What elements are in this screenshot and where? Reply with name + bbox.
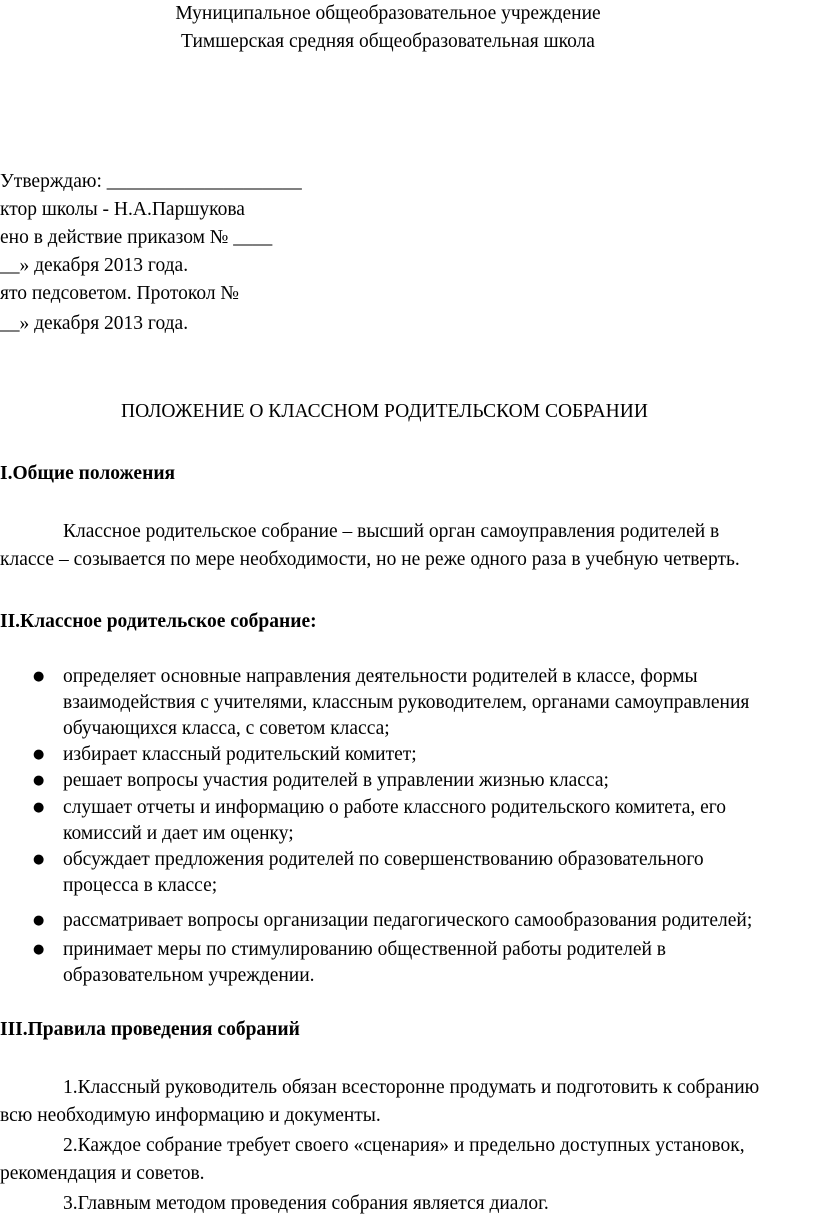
list-item: принимает меры по стимулированию общественной работы родителей в <box>63 939 666 960</box>
bullet-icon: ● <box>33 747 45 762</box>
approval-line-approve: Утверждаю: ____________________ <box>0 171 302 192</box>
list-item-continuation: комиссий и дает им оценку; <box>63 823 294 844</box>
section-1-heading: I.Общие положения <box>0 463 176 484</box>
section-2-heading: II.Классное родительское собрание: <box>0 611 317 632</box>
school-name-line: Тимшерская средняя общеобразовательная школа <box>181 31 595 52</box>
approval-line-council: ято педсоветом. Протокол № <box>0 283 240 304</box>
list-item: обсуждает предложения родителей по совершенствованию образовательного <box>63 849 704 870</box>
list-item-continuation: обучающихся класса, с советом класса; <box>63 718 390 739</box>
list-item: определяет основные направления деятельности родителей в классе, формы <box>63 666 698 687</box>
section-1-paragraph-line-1: Классное родительское собрание – высший орган самоуправления родителей в <box>63 521 720 542</box>
section-1-paragraph-line-2: классе – созывается по мере необходимости, но не реже одного раза в учебную четверть. <box>0 549 740 570</box>
list-item: избирает классный родительский комитет; <box>63 744 417 765</box>
list-item-continuation: процесса в классе; <box>63 875 218 896</box>
section-3-paragraph-2-line-1: 2.Каждое собрание требует своего «сценария» и предельно доступных установок, <box>63 1135 745 1156</box>
list-item: слушает отчеты и информацию о работе классного родительского комитета, его <box>63 797 727 818</box>
document-title: ПОЛОЖЕНИЕ О КЛАССНОМ РОДИТЕЛЬСКОМ СОБРАНИИ <box>121 401 648 422</box>
list-item-continuation: образовательном учреждении. <box>63 965 315 986</box>
bullet-icon: ● <box>33 669 45 684</box>
bullet-icon: ● <box>33 942 45 957</box>
section-3-heading: III.Правила проведения собраний <box>0 1019 300 1040</box>
bullet-icon: ● <box>33 913 45 928</box>
section-3-paragraph-1-line-1: 1.Классный руководитель обязан всесторонне продумать и подготовить к собранию <box>63 1077 760 1098</box>
approval-line-order: ено в действие приказом № ____ <box>0 227 273 248</box>
list-item: рассматривает вопросы организации педагогического самообразования родителей; <box>63 910 753 931</box>
list-item: решает вопросы участия родителей в управлении жизнью класса; <box>63 770 609 791</box>
section-3-paragraph-1-line-2: всю необходимую информацию и документы. <box>0 1105 381 1126</box>
school-type-line: Муниципальное общеобразовательное учреждение <box>175 3 601 24</box>
bullet-icon: ● <box>33 800 45 815</box>
bullet-icon: ● <box>33 773 45 788</box>
section-3-paragraph-2-line-2: рекомендация и советов. <box>0 1163 205 1184</box>
approval-line-director: ктор школы - Н.А.Паршукова <box>0 199 245 220</box>
bullet-icon: ● <box>33 852 45 867</box>
list-item-continuation: взаимодействия с учителями, классным руководителем, органами самоуправления <box>63 692 750 713</box>
section-3-paragraph-3-line-1: 3.Главным методом проведения собрания является диалог. <box>63 1193 549 1214</box>
approval-line-date-2: __» декабря 2013 года. <box>0 313 189 334</box>
approval-line-date-1: __» декабря 2013 года. <box>0 255 189 276</box>
